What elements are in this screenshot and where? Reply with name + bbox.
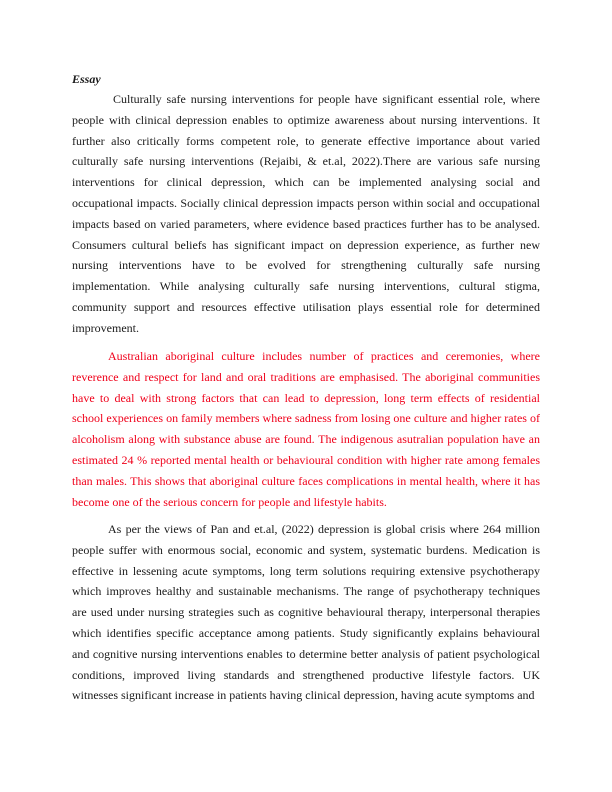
text-line: occupational impacts. Socially clinical depression impacts person within social and occupational	[72, 195, 540, 210]
text-line: Culturally safe nursing interventions for people have significant essential role, where	[113, 92, 540, 106]
text-line: culturally safe nursing interventions (Rejaibi, & et.al, 2022).There are various safe nursing	[72, 154, 540, 169]
text-line: which improves healthy and sustainable mechanisms. The range of psychotherapy techniques	[72, 584, 540, 599]
text-line: alcoholism along with substance abuse are found. The indigenous asutralian population have an	[72, 432, 540, 447]
text-line: further also critically forms competent role, to generate effective importance about varied	[72, 133, 540, 148]
text-line: improvement.	[72, 320, 139, 335]
text-line: Consumers cultural beliefs has significant impact on depression experience, as further new	[72, 237, 540, 252]
paragraph-psychotherapy	[72, 519, 540, 706]
paragraph-aboriginal-highlighted	[72, 346, 540, 512]
text-line: estimated 24 % reported mental health or behavioural condition with higher rate among females	[72, 452, 540, 467]
text-line: and cognitive nursing interventions enables to determine better analysis of patient psychological	[72, 646, 540, 661]
text-line: nursing interventions have to be evolved for strengthening culturally safe nursing	[72, 258, 540, 273]
text-line: community support and resources effective utilisation plays essential role for determined	[72, 299, 540, 314]
text-line: people with clinical depression enables to optimize awareness about nursing interventions. It	[72, 112, 540, 127]
text-line: reverence and respect for land and oral traditions are emphasised. The aboriginal communities	[72, 369, 540, 384]
essay-heading: Essay	[72, 72, 101, 86]
text-line: conditions, improved living standards and strengthened productive lifestyle factors. UK	[72, 667, 540, 682]
text-line: interventions for clinical depression, which can be implemented analysing social and	[72, 175, 540, 190]
text-line: impacts based on varied parameters, where evidence based practices further has to be analysed.	[72, 216, 540, 231]
text-line: witnesses significant increase in patients having clinical depression, having acute symptoms and	[72, 688, 535, 703]
text-line: are used under nursing strategies such as cognitive behavioural therapy, interpersonal therapies	[72, 605, 540, 620]
text-line: have to deal with strong factors that can lead to depression, long term effects of residential	[72, 390, 540, 405]
text-line: people suffer with enormous social, economic and system, systematic burdens. Medication is	[72, 542, 540, 557]
paragraph-intro	[72, 89, 540, 339]
text-line: Australian aboriginal culture includes number of practices and ceremonies, where	[108, 349, 540, 363]
text-line: which identifies specific acceptance among patients. Study significantly explains behavioural	[72, 625, 540, 640]
text-line: As per the views of Pan and et.al, (2022) depression is global crisis where 264 million	[108, 522, 540, 536]
text-line: school experiences on family members where sadness from losing one culture and higher rates of	[72, 411, 540, 426]
text-line: implementation. While analysing culturally safe nursing interventions, cultural stigma,	[72, 279, 540, 294]
text-line: effective in lessening acute symptoms, long term solutions requiring extensive psychotherapy	[72, 563, 540, 578]
text-line: become one of the serious concern for people and lifestyle habits.	[72, 494, 387, 509]
text-line: than males. This shows that aboriginal culture faces complications in mental health, where it has	[72, 473, 540, 488]
